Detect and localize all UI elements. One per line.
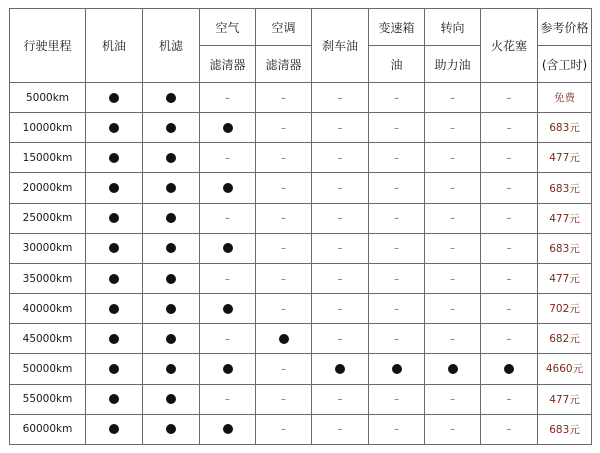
check-dot-icon: [166, 243, 176, 253]
dash-mark: –: [225, 273, 230, 285]
cell-spark-plug: [481, 203, 538, 233]
dash-mark: –: [281, 122, 286, 134]
table-row: [10, 294, 592, 324]
dash-mark: –: [337, 122, 343, 134]
cell-ac-filter: [256, 143, 312, 173]
table-row: [10, 173, 592, 203]
dash-mark: –: [281, 424, 286, 436]
check-dot-icon: [166, 364, 176, 374]
check-dot-icon: [223, 123, 233, 133]
cell-spark-plug: [481, 294, 538, 324]
cell-ac-filter: [256, 233, 312, 263]
dash-mark: –: [506, 152, 512, 164]
dash-mark: –: [450, 424, 455, 436]
cell-mileage: 40000km: [10, 294, 86, 324]
header-transmission-line1: 变速箱: [369, 9, 425, 46]
cell-brake-fluid: [312, 354, 369, 384]
check-dot-icon: [109, 123, 119, 133]
cell-steering: [425, 83, 481, 113]
cell-ac-filter: [256, 384, 312, 414]
dash-mark: –: [506, 183, 512, 195]
cell-spark-plug: [481, 113, 538, 143]
cell-brake-fluid: [312, 83, 369, 113]
cell-oil-filter: [143, 354, 200, 384]
cell-brake-fluid: [312, 324, 369, 354]
table-row: [10, 324, 592, 354]
cell-steering: [425, 354, 481, 384]
cell-transmission: [369, 414, 425, 444]
cell-spark-plug: [481, 173, 538, 203]
cell-ac-filter: [256, 83, 312, 113]
dash-mark: –: [506, 92, 512, 104]
cell-mileage: 35000km: [10, 263, 86, 293]
check-dot-icon: [166, 424, 176, 434]
cell-oil: [86, 294, 143, 324]
cell-air-filter: [200, 414, 256, 444]
cell-air-filter: [200, 263, 256, 293]
cell-oil: [86, 83, 143, 113]
check-dot-icon: [166, 213, 176, 223]
check-dot-icon: [109, 424, 119, 434]
cell-mileage: 20000km: [10, 173, 86, 203]
cell-price: 683元: [538, 173, 592, 203]
dash-mark: –: [394, 424, 399, 436]
cell-ac-filter: [256, 354, 312, 384]
cell-transmission: [369, 113, 425, 143]
check-dot-icon: [109, 213, 119, 223]
header-oil: 机油: [86, 9, 143, 83]
dash-mark: –: [337, 303, 343, 315]
cell-spark-plug: [481, 143, 538, 173]
cell-oil: [86, 384, 143, 414]
cell-price: 477元: [538, 263, 592, 293]
cell-brake-fluid: [312, 263, 369, 293]
cell-air-filter: [200, 354, 256, 384]
cell-oil: [86, 263, 143, 293]
cell-oil: [86, 233, 143, 263]
dash-mark: –: [450, 394, 455, 406]
dash-mark: –: [394, 213, 399, 225]
dash-mark: –: [225, 92, 230, 104]
dash-mark: –: [394, 303, 399, 315]
cell-steering: [425, 294, 481, 324]
cell-oil-filter: [143, 143, 200, 173]
dash-mark: –: [450, 273, 455, 285]
table-header: [10, 9, 592, 83]
check-dot-icon: [166, 123, 176, 133]
cell-oil: [86, 354, 143, 384]
dash-mark: –: [337, 152, 343, 164]
check-dot-icon: [223, 243, 233, 253]
cell-mileage: 30000km: [10, 233, 86, 263]
cell-steering: [425, 143, 481, 173]
check-dot-icon: [109, 243, 119, 253]
table-row: [10, 384, 592, 414]
header-price-line2: (含工时): [538, 46, 592, 83]
cell-steering: [425, 173, 481, 203]
cell-steering: [425, 263, 481, 293]
check-dot-icon: [223, 183, 233, 193]
check-dot-icon: [279, 334, 289, 344]
cell-mileage: 50000km: [10, 354, 86, 384]
cell-transmission: [369, 354, 425, 384]
dash-mark: –: [281, 183, 286, 195]
table-row: [10, 83, 592, 113]
cell-transmission: [369, 143, 425, 173]
cell-transmission: [369, 203, 425, 233]
cell-oil: [86, 113, 143, 143]
cell-oil-filter: [143, 384, 200, 414]
cell-spark-plug: [481, 263, 538, 293]
cell-brake-fluid: [312, 384, 369, 414]
cell-ac-filter: [256, 173, 312, 203]
cell-brake-fluid: [312, 414, 369, 444]
dash-mark: –: [450, 122, 455, 134]
maintenance-table: [9, 8, 592, 445]
cell-brake-fluid: [312, 173, 369, 203]
cell-transmission: [369, 233, 425, 263]
cell-oil: [86, 414, 143, 444]
cell-air-filter: [200, 83, 256, 113]
cell-price: 4660元: [538, 354, 592, 384]
cell-ac-filter: [256, 263, 312, 293]
dash-mark: –: [394, 183, 399, 195]
check-dot-icon: [448, 364, 458, 374]
cell-brake-fluid: [312, 294, 369, 324]
dash-mark: –: [337, 273, 343, 285]
dash-mark: –: [394, 122, 399, 134]
check-dot-icon: [109, 364, 119, 374]
cell-ac-filter: [256, 113, 312, 143]
dash-mark: –: [337, 213, 343, 225]
dash-mark: –: [337, 92, 343, 104]
cell-price: 682元: [538, 324, 592, 354]
check-dot-icon: [223, 424, 233, 434]
table-body: [10, 83, 592, 445]
check-dot-icon: [166, 304, 176, 314]
check-dot-icon: [335, 364, 345, 374]
dash-mark: –: [394, 273, 399, 285]
cell-mileage: 45000km: [10, 324, 86, 354]
dash-mark: –: [337, 243, 343, 255]
cell-ac-filter: [256, 294, 312, 324]
dash-mark: –: [337, 333, 343, 345]
check-dot-icon: [166, 183, 176, 193]
cell-mileage: 60000km: [10, 414, 86, 444]
table-row: [10, 354, 592, 384]
cell-air-filter: [200, 324, 256, 354]
cell-air-filter: [200, 294, 256, 324]
cell-price: 477元: [538, 384, 592, 414]
cell-oil: [86, 203, 143, 233]
cell-oil-filter: [143, 233, 200, 263]
header-oil-filter: 机滤: [143, 9, 200, 83]
table-row: [10, 414, 592, 444]
dash-mark: –: [281, 92, 286, 104]
cell-air-filter: [200, 173, 256, 203]
cell-spark-plug: [481, 384, 538, 414]
header-row-top: [10, 9, 592, 46]
dash-mark: –: [337, 394, 343, 406]
check-dot-icon: [166, 153, 176, 163]
dash-mark: –: [394, 152, 399, 164]
cell-steering: [425, 414, 481, 444]
dash-mark: –: [506, 394, 512, 406]
cell-ac-filter: [256, 414, 312, 444]
cell-steering: [425, 203, 481, 233]
dash-mark: –: [506, 122, 512, 134]
cell-steering: [425, 113, 481, 143]
header-steering-line1: 转向: [425, 9, 481, 46]
cell-spark-plug: [481, 324, 538, 354]
dash-mark: –: [394, 243, 399, 255]
table-row: [10, 143, 592, 173]
check-dot-icon: [166, 274, 176, 284]
dash-mark: –: [450, 333, 455, 345]
check-dot-icon: [109, 274, 119, 284]
header-steering-line2: 助力油: [425, 46, 481, 83]
dash-mark: –: [281, 394, 286, 406]
cell-transmission: [369, 324, 425, 354]
cell-price: 683元: [538, 233, 592, 263]
dash-mark: –: [450, 183, 455, 195]
cell-air-filter: [200, 203, 256, 233]
header-price-line1: 参考价格: [538, 9, 592, 46]
cell-mileage: 10000km: [10, 113, 86, 143]
dash-mark: –: [281, 152, 286, 164]
header-spark-plug: 火花塞: [481, 9, 538, 83]
cell-oil: [86, 143, 143, 173]
dash-mark: –: [450, 152, 455, 164]
cell-price: 477元: [538, 203, 592, 233]
cell-brake-fluid: [312, 203, 369, 233]
cell-oil-filter: [143, 113, 200, 143]
cell-price: 477元: [538, 143, 592, 173]
dash-mark: –: [394, 333, 399, 345]
header-brake-fluid: 刹车油: [312, 9, 369, 83]
dash-mark: –: [394, 92, 399, 104]
dash-mark: –: [506, 424, 512, 436]
dash-mark: –: [450, 213, 455, 225]
cell-air-filter: [200, 143, 256, 173]
cell-transmission: [369, 173, 425, 203]
table-row: [10, 233, 592, 263]
cell-steering: [425, 384, 481, 414]
cell-oil-filter: [143, 414, 200, 444]
check-dot-icon: [109, 304, 119, 314]
check-dot-icon: [109, 334, 119, 344]
cell-mileage: 5000km: [10, 83, 86, 113]
dash-mark: –: [281, 273, 286, 285]
cell-oil-filter: [143, 203, 200, 233]
dash-mark: –: [281, 363, 286, 375]
dash-mark: –: [337, 424, 343, 436]
dash-mark: –: [225, 152, 230, 164]
header-air-filter-line2: 滤清器: [200, 46, 256, 83]
check-dot-icon: [166, 93, 176, 103]
check-dot-icon: [109, 93, 119, 103]
maintenance-schedule-sheet: [9, 8, 591, 445]
check-dot-icon: [166, 394, 176, 404]
dash-mark: –: [450, 243, 455, 255]
cell-mileage: 25000km: [10, 203, 86, 233]
cell-oil: [86, 173, 143, 203]
dash-mark: –: [281, 303, 286, 315]
cell-ac-filter: [256, 203, 312, 233]
header-ac-filter-line1: 空调: [256, 9, 312, 46]
table-row: [10, 113, 592, 143]
cell-spark-plug: [481, 83, 538, 113]
table-row: [10, 203, 592, 233]
cell-steering: [425, 324, 481, 354]
cell-oil-filter: [143, 263, 200, 293]
cell-oil-filter: [143, 294, 200, 324]
cell-air-filter: [200, 233, 256, 263]
cell-steering: [425, 233, 481, 263]
cell-brake-fluid: [312, 113, 369, 143]
dash-mark: –: [450, 92, 455, 104]
dash-mark: –: [225, 394, 230, 406]
header-ac-filter-line2: 滤清器: [256, 46, 312, 83]
cell-transmission: [369, 83, 425, 113]
cell-transmission: [369, 294, 425, 324]
cell-oil: [86, 324, 143, 354]
cell-price: 免费: [538, 83, 592, 113]
cell-ac-filter: [256, 324, 312, 354]
check-dot-icon: [109, 153, 119, 163]
cell-mileage: 55000km: [10, 384, 86, 414]
cell-spark-plug: [481, 233, 538, 263]
cell-spark-plug: [481, 354, 538, 384]
dash-mark: –: [506, 303, 512, 315]
cell-price: 683元: [538, 113, 592, 143]
cell-brake-fluid: [312, 143, 369, 173]
cell-price: 702元: [538, 294, 592, 324]
dash-mark: –: [506, 213, 512, 225]
check-dot-icon: [109, 183, 119, 193]
cell-brake-fluid: [312, 233, 369, 263]
header-transmission-line2: 油: [369, 46, 425, 83]
check-dot-icon: [109, 394, 119, 404]
dash-mark: –: [281, 243, 286, 255]
dash-mark: –: [225, 333, 230, 345]
dash-mark: –: [281, 213, 286, 225]
cell-air-filter: [200, 384, 256, 414]
cell-oil-filter: [143, 324, 200, 354]
dash-mark: –: [450, 303, 455, 315]
dash-mark: –: [506, 273, 512, 285]
cell-oil-filter: [143, 173, 200, 203]
cell-mileage: 15000km: [10, 143, 86, 173]
check-dot-icon: [223, 364, 233, 374]
check-dot-icon: [504, 364, 514, 374]
dash-mark: –: [225, 213, 230, 225]
dash-mark: –: [394, 394, 399, 406]
dash-mark: –: [506, 243, 512, 255]
cell-transmission: [369, 384, 425, 414]
header-air-filter-line1: 空气: [200, 9, 256, 46]
header-mileage: 行驶里程: [10, 9, 86, 83]
check-dot-icon: [392, 364, 402, 374]
cell-air-filter: [200, 113, 256, 143]
table-row: [10, 263, 592, 293]
cell-spark-plug: [481, 414, 538, 444]
cell-transmission: [369, 263, 425, 293]
cell-price: 683元: [538, 414, 592, 444]
dash-mark: –: [337, 183, 343, 195]
check-dot-icon: [166, 334, 176, 344]
dash-mark: –: [506, 333, 512, 345]
cell-oil-filter: [143, 83, 200, 113]
check-dot-icon: [223, 304, 233, 314]
